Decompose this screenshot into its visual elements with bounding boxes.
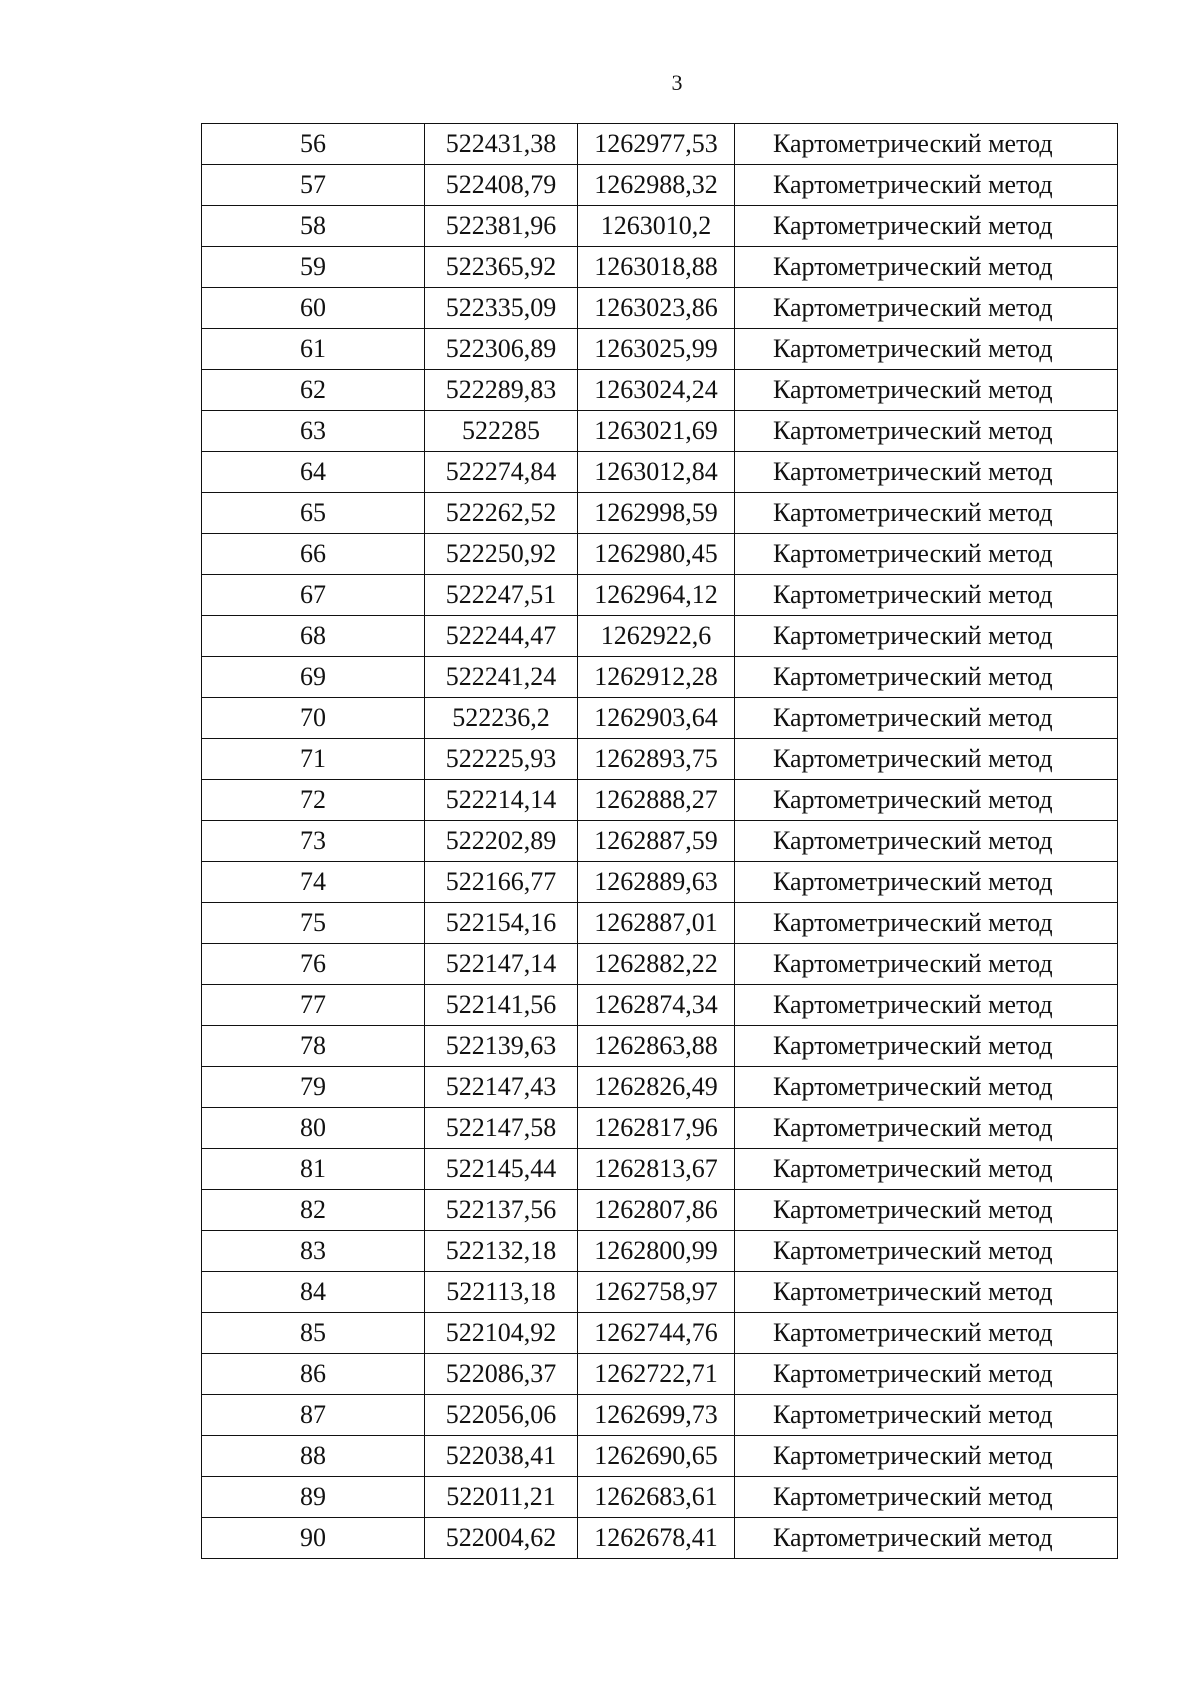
y-coordinate-cell: 1262678,41 [578, 1518, 735, 1559]
point-number-cell: 84 [202, 1272, 425, 1313]
table-row [202, 1067, 1118, 1108]
x-coordinate-cell: 522365,92 [425, 247, 578, 288]
table-row [202, 616, 1118, 657]
method-cell: Картометрический метод [735, 288, 1118, 329]
y-coordinate-cell: 1262699,73 [578, 1395, 735, 1436]
table-row [202, 903, 1118, 944]
method-cell: Картометрический метод [735, 780, 1118, 821]
point-number-cell: 83 [202, 1231, 425, 1272]
point-number-cell: 81 [202, 1149, 425, 1190]
table-row [202, 452, 1118, 493]
table-row [202, 780, 1118, 821]
point-number-cell: 59 [202, 247, 425, 288]
y-coordinate-cell: 1262964,12 [578, 575, 735, 616]
point-number-cell: 77 [202, 985, 425, 1026]
x-coordinate-cell: 522147,58 [425, 1108, 578, 1149]
point-number-cell: 74 [202, 862, 425, 903]
x-coordinate-cell: 522262,52 [425, 493, 578, 534]
point-number-cell: 61 [202, 329, 425, 370]
y-coordinate-cell: 1263024,24 [578, 370, 735, 411]
x-coordinate-cell: 522056,06 [425, 1395, 578, 1436]
table-row [202, 1190, 1118, 1231]
x-coordinate-cell: 522214,14 [425, 780, 578, 821]
table-row [202, 944, 1118, 985]
method-cell: Картометрический метод [735, 616, 1118, 657]
x-coordinate-cell: 522145,44 [425, 1149, 578, 1190]
x-coordinate-cell: 522147,43 [425, 1067, 578, 1108]
point-number-cell: 79 [202, 1067, 425, 1108]
y-coordinate-cell: 1262903,64 [578, 698, 735, 739]
point-number-cell: 76 [202, 944, 425, 985]
method-cell: Картометрический метод [735, 985, 1118, 1026]
point-number-cell: 68 [202, 616, 425, 657]
y-coordinate-cell: 1263012,84 [578, 452, 735, 493]
method-cell: Картометрический метод [735, 411, 1118, 452]
point-number-cell: 66 [202, 534, 425, 575]
y-coordinate-cell: 1262813,67 [578, 1149, 735, 1190]
point-number-cell: 72 [202, 780, 425, 821]
x-coordinate-cell: 522147,14 [425, 944, 578, 985]
x-coordinate-cell: 522004,62 [425, 1518, 578, 1559]
method-cell: Картометрический метод [735, 1272, 1118, 1313]
method-cell: Картометрический метод [735, 370, 1118, 411]
table-row [202, 165, 1118, 206]
y-coordinate-cell: 1262826,49 [578, 1067, 735, 1108]
x-coordinate-cell: 522306,89 [425, 329, 578, 370]
method-cell: Картометрический метод [735, 1108, 1118, 1149]
table-row [202, 1436, 1118, 1477]
method-cell: Картометрический метод [735, 452, 1118, 493]
method-cell: Картометрический метод [735, 124, 1118, 165]
x-coordinate-cell: 522011,21 [425, 1477, 578, 1518]
table-row [202, 1477, 1118, 1518]
table-row [202, 575, 1118, 616]
x-coordinate-cell: 522241,24 [425, 657, 578, 698]
point-number-cell: 69 [202, 657, 425, 698]
point-number-cell: 80 [202, 1108, 425, 1149]
table-row [202, 370, 1118, 411]
x-coordinate-cell: 522141,56 [425, 985, 578, 1026]
point-number-cell: 86 [202, 1354, 425, 1395]
method-cell: Картометрический метод [735, 1231, 1118, 1272]
point-number-cell: 70 [202, 698, 425, 739]
y-coordinate-cell: 1262980,45 [578, 534, 735, 575]
x-coordinate-cell: 522431,38 [425, 124, 578, 165]
table-row [202, 411, 1118, 452]
point-number-cell: 75 [202, 903, 425, 944]
method-cell: Картометрический метод [735, 329, 1118, 370]
method-cell: Картометрический метод [735, 1190, 1118, 1231]
point-number-cell: 85 [202, 1313, 425, 1354]
x-coordinate-cell: 522289,83 [425, 370, 578, 411]
method-cell: Картометрический метод [735, 1026, 1118, 1067]
x-coordinate-cell: 522381,96 [425, 206, 578, 247]
x-coordinate-cell: 522244,47 [425, 616, 578, 657]
table-row [202, 206, 1118, 247]
y-coordinate-cell: 1262977,53 [578, 124, 735, 165]
y-coordinate-cell: 1262863,88 [578, 1026, 735, 1067]
method-cell: Картометрический метод [735, 821, 1118, 862]
point-number-cell: 71 [202, 739, 425, 780]
y-coordinate-cell: 1262922,6 [578, 616, 735, 657]
method-cell: Картометрический метод [735, 1067, 1118, 1108]
point-number-cell: 88 [202, 1436, 425, 1477]
table-row [202, 329, 1118, 370]
method-cell: Картометрический метод [735, 1518, 1118, 1559]
table-row [202, 1026, 1118, 1067]
y-coordinate-cell: 1262744,76 [578, 1313, 735, 1354]
method-cell: Картометрический метод [735, 862, 1118, 903]
x-coordinate-cell: 522236,2 [425, 698, 578, 739]
point-number-cell: 78 [202, 1026, 425, 1067]
x-coordinate-cell: 522086,37 [425, 1354, 578, 1395]
method-cell: Картометрический метод [735, 903, 1118, 944]
y-coordinate-cell: 1262888,27 [578, 780, 735, 821]
table-row [202, 124, 1118, 165]
method-cell: Картометрический метод [735, 1149, 1118, 1190]
y-coordinate-cell: 1262722,71 [578, 1354, 735, 1395]
x-coordinate-cell: 522132,18 [425, 1231, 578, 1272]
method-cell: Картометрический метод [735, 698, 1118, 739]
x-coordinate-cell: 522166,77 [425, 862, 578, 903]
x-coordinate-cell: 522285 [425, 411, 578, 452]
table-row [202, 1108, 1118, 1149]
y-coordinate-cell: 1262874,34 [578, 985, 735, 1026]
x-coordinate-cell: 522113,18 [425, 1272, 578, 1313]
point-number-cell: 82 [202, 1190, 425, 1231]
method-cell: Картометрический метод [735, 575, 1118, 616]
point-number-cell: 87 [202, 1395, 425, 1436]
method-cell: Картометрический метод [735, 944, 1118, 985]
x-coordinate-cell: 522225,93 [425, 739, 578, 780]
y-coordinate-cell: 1262988,32 [578, 165, 735, 206]
point-number-cell: 90 [202, 1518, 425, 1559]
x-coordinate-cell: 522202,89 [425, 821, 578, 862]
table-row [202, 1518, 1118, 1559]
table-row [202, 739, 1118, 780]
page-number: 3 [671, 70, 683, 95]
point-number-cell: 73 [202, 821, 425, 862]
table-row [202, 985, 1118, 1026]
y-coordinate-cell: 1263018,88 [578, 247, 735, 288]
x-coordinate-cell: 522335,09 [425, 288, 578, 329]
y-coordinate-cell: 1262912,28 [578, 657, 735, 698]
x-coordinate-cell: 522250,92 [425, 534, 578, 575]
y-coordinate-cell: 1263025,99 [578, 329, 735, 370]
coordinates-table [201, 123, 1118, 1559]
table-row [202, 821, 1118, 862]
x-coordinate-cell: 522137,56 [425, 1190, 578, 1231]
y-coordinate-cell: 1263010,2 [578, 206, 735, 247]
y-coordinate-cell: 1262887,01 [578, 903, 735, 944]
table-row [202, 493, 1118, 534]
x-coordinate-cell: 522139,63 [425, 1026, 578, 1067]
method-cell: Картометрический метод [735, 1354, 1118, 1395]
method-cell: Картометрический метод [735, 657, 1118, 698]
point-number-cell: 57 [202, 165, 425, 206]
method-cell: Картометрический метод [735, 493, 1118, 534]
point-number-cell: 89 [202, 1477, 425, 1518]
y-coordinate-cell: 1262800,99 [578, 1231, 735, 1272]
point-number-cell: 64 [202, 452, 425, 493]
table-row [202, 534, 1118, 575]
method-cell: Картометрический метод [735, 534, 1118, 575]
method-cell: Картометрический метод [735, 1395, 1118, 1436]
method-cell: Картометрический метод [735, 1436, 1118, 1477]
table-row [202, 247, 1118, 288]
method-cell: Картометрический метод [735, 165, 1118, 206]
y-coordinate-cell: 1262893,75 [578, 739, 735, 780]
table-row [202, 1354, 1118, 1395]
point-number-cell: 56 [202, 124, 425, 165]
point-number-cell: 63 [202, 411, 425, 452]
y-coordinate-cell: 1262807,86 [578, 1190, 735, 1231]
table-row [202, 862, 1118, 903]
y-coordinate-cell: 1263023,86 [578, 288, 735, 329]
y-coordinate-cell: 1262690,65 [578, 1436, 735, 1477]
y-coordinate-cell: 1262758,97 [578, 1272, 735, 1313]
table-row [202, 1313, 1118, 1354]
table-row [202, 288, 1118, 329]
point-number-cell: 58 [202, 206, 425, 247]
table-row [202, 1231, 1118, 1272]
method-cell: Картометрический метод [735, 1477, 1118, 1518]
point-number-cell: 60 [202, 288, 425, 329]
x-coordinate-cell: 522247,51 [425, 575, 578, 616]
method-cell: Картометрический метод [735, 247, 1118, 288]
x-coordinate-cell: 522154,16 [425, 903, 578, 944]
table-row [202, 657, 1118, 698]
y-coordinate-cell: 1262889,63 [578, 862, 735, 903]
table-row [202, 1272, 1118, 1313]
y-coordinate-cell: 1262882,22 [578, 944, 735, 985]
coordinates-table-body [202, 124, 1118, 1559]
point-number-cell: 65 [202, 493, 425, 534]
method-cell: Картометрический метод [735, 1313, 1118, 1354]
table-row [202, 698, 1118, 739]
x-coordinate-cell: 522104,92 [425, 1313, 578, 1354]
table-row [202, 1149, 1118, 1190]
method-cell: Картометрический метод [735, 206, 1118, 247]
y-coordinate-cell: 1262817,96 [578, 1108, 735, 1149]
x-coordinate-cell: 522274,84 [425, 452, 578, 493]
y-coordinate-cell: 1263021,69 [578, 411, 735, 452]
table-row [202, 1395, 1118, 1436]
point-number-cell: 62 [202, 370, 425, 411]
x-coordinate-cell: 522408,79 [425, 165, 578, 206]
point-number-cell: 67 [202, 575, 425, 616]
y-coordinate-cell: 1262998,59 [578, 493, 735, 534]
x-coordinate-cell: 522038,41 [425, 1436, 578, 1477]
y-coordinate-cell: 1262887,59 [578, 821, 735, 862]
y-coordinate-cell: 1262683,61 [578, 1477, 735, 1518]
method-cell: Картометрический метод [735, 739, 1118, 780]
